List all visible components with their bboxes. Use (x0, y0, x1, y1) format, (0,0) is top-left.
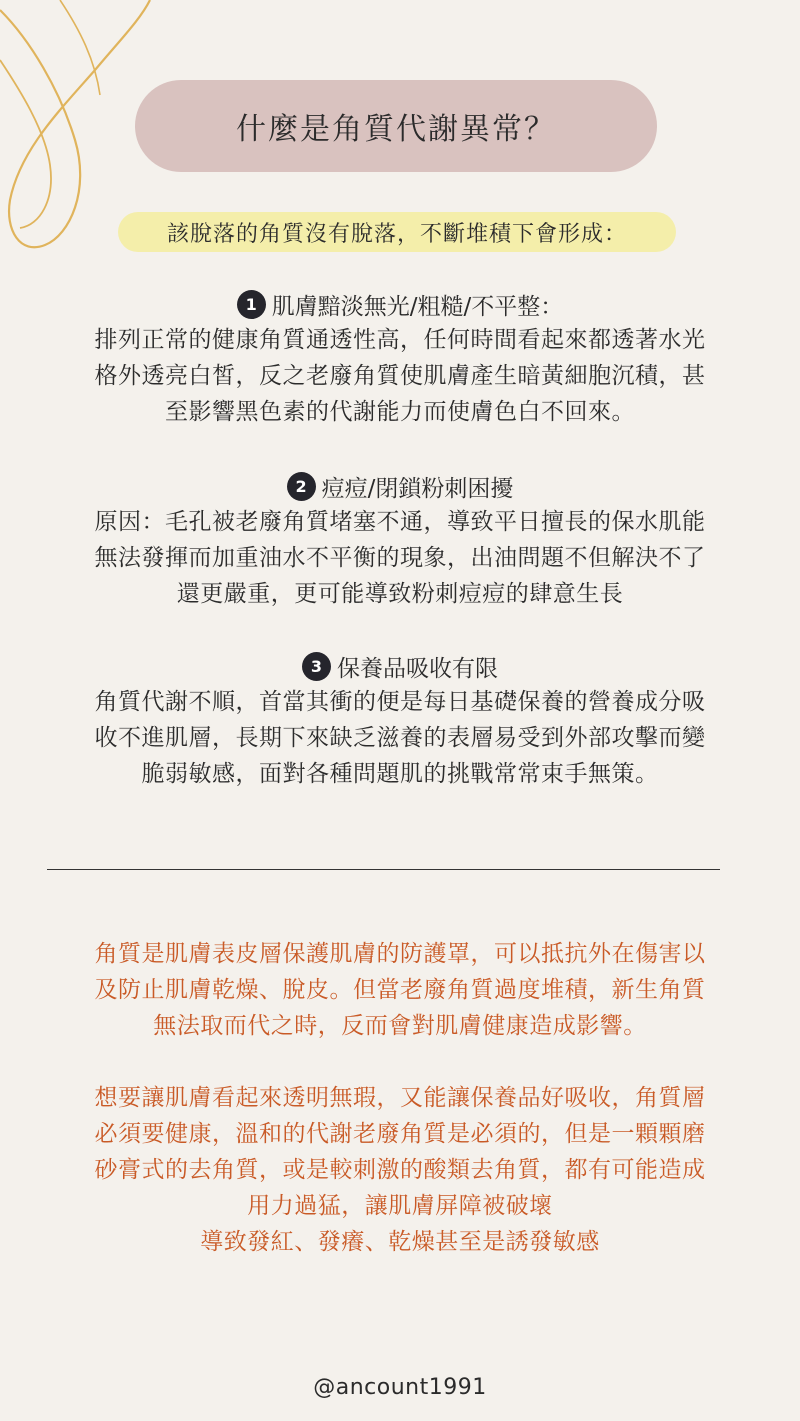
body-line: 格外透亮白皙，反之老廢角質使肌膚產生暗黃細胞沉積，甚 (94, 363, 706, 389)
note-paragraph-1 (40, 936, 760, 1044)
note-line: 角質是肌膚表皮層保護肌膚的防護罩，可以抵抗外在傷害以 (94, 941, 706, 967)
section-dull-skin (40, 286, 760, 430)
note-line: 無法取而代之時，反而會對肌膚健康造成影響。 (153, 1013, 647, 1039)
number-badge: 1 (237, 290, 266, 319)
body-line: 角質代謝不順，首當其衝的便是每日基礎保養的營養成分吸 (94, 689, 706, 715)
number-badge: 2 (287, 472, 316, 501)
section-divider (47, 869, 720, 870)
section-heading (40, 648, 760, 684)
note-line: 必須要健康，溫和的代謝老廢角質是必須的，但是一顆顆磨 (94, 1121, 706, 1147)
section-absorption (40, 648, 760, 792)
title-banner (135, 80, 657, 172)
section-heading (40, 468, 760, 504)
subtitle-text: 該脫落的角質沒有脫落，不斷堆積下會形成： (166, 221, 627, 247)
note-paragraph-2 (40, 1080, 760, 1260)
body-line: 無法發揮而加重油水不平衡的現象，出油問題不但解決不了 (94, 545, 706, 571)
note-line: 用力過猛，讓肌膚屏障被破壞 (247, 1193, 553, 1219)
section-heading (40, 286, 760, 322)
body-line: 脆弱敏感，面對各種問題肌的挑戰常常束手無策。 (141, 761, 659, 787)
body-line: 收不進肌層，長期下來缺乏滋養的表層易受到外部攻擊而變 (94, 725, 706, 751)
note-line: 想要讓肌膚看起來透明無瑕，又能讓保養品好吸收，角質層 (94, 1085, 706, 1111)
section-title: 肌膚黯淡無光/粗糙/不平整： (271, 293, 564, 320)
number-badge: 3 (302, 652, 331, 681)
section-body (40, 322, 760, 430)
body-line: 還更嚴重，更可能導致粉刺痘痘的肆意生長 (176, 581, 624, 607)
note-line: 及防止肌膚乾燥、脫皮。但當老廢角質過度堆積，新生角質 (94, 977, 706, 1003)
section-title: 痘痘/閉鎖粉刺困擾 (321, 475, 514, 502)
body-line: 原因：毛孔被老廢角質堵塞不通，導致平日擅長的保水肌能 (94, 509, 706, 535)
note-line: 導致發紅、發癢、乾燥甚至是誘發敏感 (200, 1229, 600, 1255)
section-acne (40, 468, 760, 612)
section-title: 保養品吸收有限 (337, 655, 498, 682)
note-line: 砂膏式的去角質，或是較刺激的酸類去角質，都有可能造成 (94, 1157, 706, 1183)
page-title: 什麼是角質代謝異常？ (236, 112, 556, 147)
section-body (40, 684, 760, 792)
body-line: 排列正常的健康角質通透性高，任何時間看起來都透著水光 (94, 327, 706, 353)
account-handle: @ancount1991 (313, 1375, 487, 1400)
subtitle-highlight (118, 212, 676, 252)
body-line: 至影響黑色素的代謝能力而使膚色白不回來。 (165, 399, 635, 425)
section-body (40, 504, 760, 612)
